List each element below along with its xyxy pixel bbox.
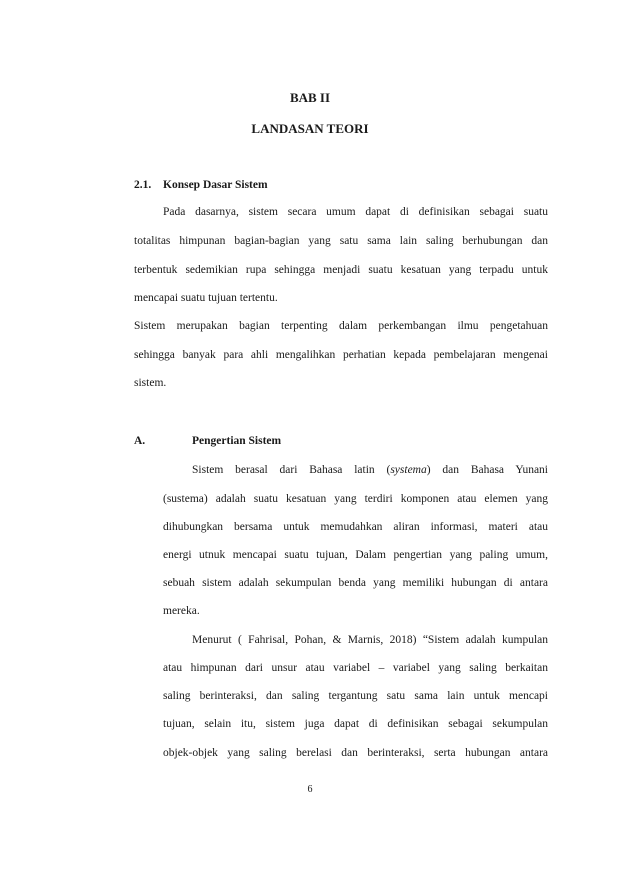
paragraph-line	[192, 464, 548, 476]
paragraph-line: mereka.	[163, 605, 200, 617]
section-number: 2.1.	[134, 179, 152, 191]
paragraph-line: tujuan, selain itu, sistem juga dapat di definisikan sebagai sekumpulan	[163, 718, 548, 730]
text-segment: Sistem berasal dari Bahasa latin (	[192, 464, 391, 476]
paragraph-line: atau himpunan dari unsur atau variabel – variabel yang saling berkaitan	[163, 662, 548, 674]
chapter-title: LANDASAN TEORI	[251, 121, 369, 136]
paragraph-line: sebuah sistem adalah sekumpulan benda yang memiliki hubungan di antara	[163, 577, 548, 589]
paragraph-line: energi utnuk mencapai suatu tujuan, Dalam pengertian yang paling umum,	[163, 549, 548, 561]
chapter-label: BAB II	[289, 90, 331, 105]
paragraph-line: Menurut ( Fahrisal, Pohan, & Marnis, 2018) “Sistem adalah kumpulan	[192, 634, 548, 646]
subsection-letter: A.	[134, 435, 146, 447]
paragraph-line: Sistem merupakan bagian terpenting dalam perkembangan ilmu pengetahuan	[134, 320, 548, 332]
paragraph-line: terbentuk sedemikian rupa sehingga menjadi suatu kesatuan yang terpadu untuk	[134, 264, 548, 276]
page-number: 6	[307, 784, 313, 795]
italic-term: systema	[390, 464, 427, 476]
subsection-title: Pengertian Sistem	[192, 435, 282, 447]
paragraph-line: objek-objek yang saling berelasi dan berinteraksi, serta hubungan antara	[163, 747, 548, 759]
paragraph-line: sehingga banyak para ahli mengalihkan perhatian kepada pembelajaran mengenai	[134, 349, 548, 361]
paragraph-line: totalitas himpunan bagian-bagian yang satu sama lain saling berhubungan dan	[134, 235, 548, 247]
paragraph-line: (sustema) adalah suatu kesatuan yang terdiri komponen atau elemen yang	[163, 493, 548, 505]
paragraph-line: Pada dasarnya, sistem secara umum dapat di definisikan sebagai suatu	[163, 206, 548, 218]
paragraph-line: dihubungkan bersama untuk memudahkan aliran informasi, materi atau	[163, 521, 548, 533]
paragraph-line: saling berinteraksi, dan saling tergantung satu sama lain untuk mencapi	[163, 690, 548, 702]
paragraph-line: mencapai suatu tujuan tertentu.	[134, 292, 278, 304]
paragraph-line: sistem.	[134, 377, 167, 389]
text-segment: ) dan Bahasa Yunani	[426, 464, 549, 476]
section-title: Konsep Dasar Sistem	[163, 179, 268, 191]
